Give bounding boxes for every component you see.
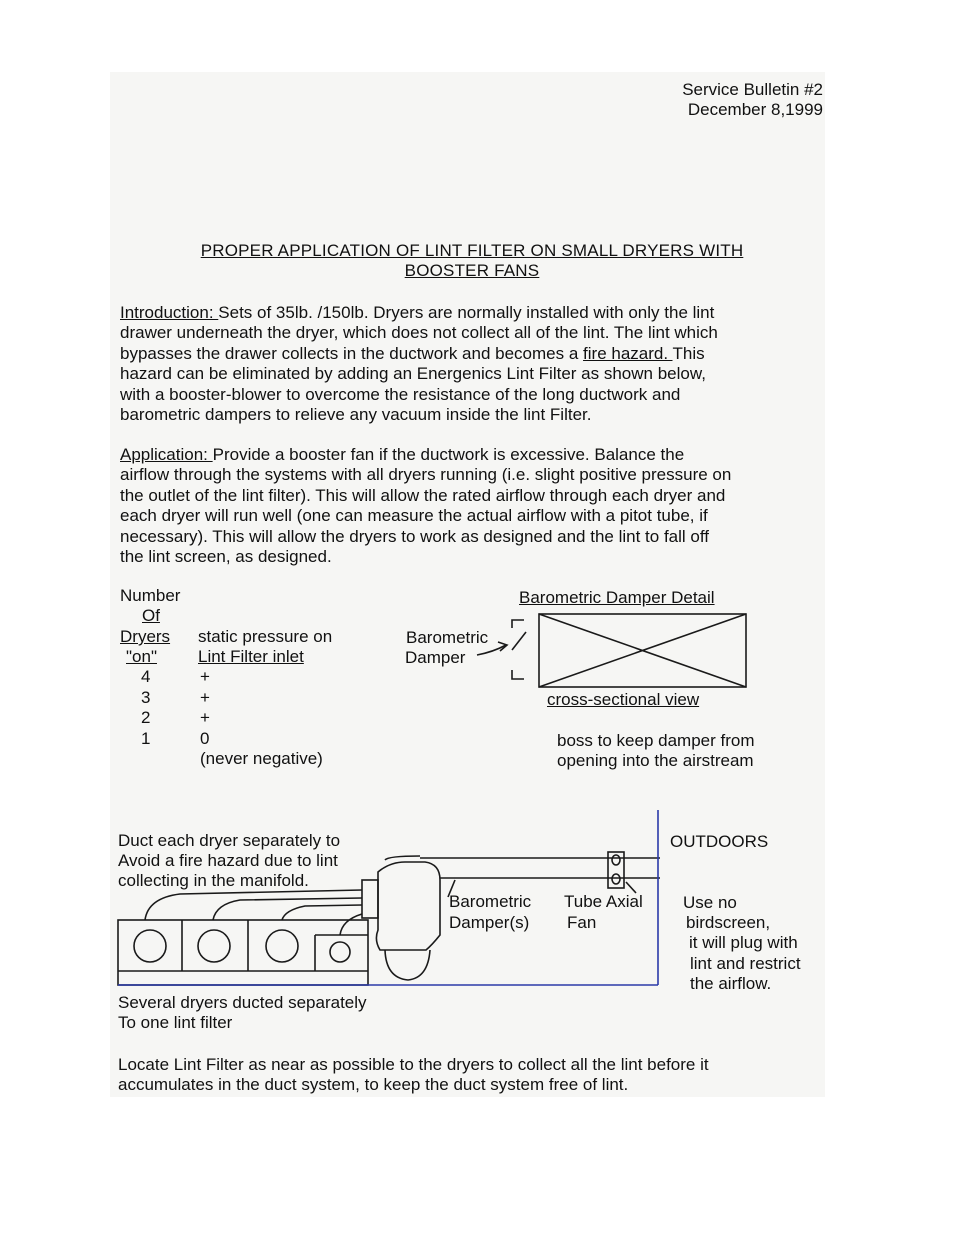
- intro-line: barometric dampers to relieve any vacuum inside the lint Filter.: [120, 405, 592, 425]
- lint-filter: [362, 856, 440, 980]
- table-header-number: Number: [120, 586, 181, 605]
- table-cell-dryers: 4: [141, 667, 151, 686]
- damper-detail-label-2: Damper: [405, 648, 466, 667]
- damper-boss-note-2: opening into the airstream: [557, 751, 754, 770]
- damper-view-caption: cross-sectional view: [547, 690, 700, 709]
- dryers-note: To one lint filter: [118, 1013, 233, 1032]
- damper-detail-label: Barometric: [406, 628, 489, 647]
- page-title: PROPER APPLICATION OF LINT FILTER ON SMALL DRYERS WITH: [200, 241, 744, 260]
- table-header-lint-filter-inlet: Lint Filter inlet: [198, 647, 304, 666]
- damper-boss-note: boss to keep damper from: [557, 731, 755, 750]
- intro-line: Sets of 35lb. /150lb. Dryers are normally installed with only the lint: [218, 303, 715, 322]
- intro-line: bypasses the drawer collects in the ductwork and becomes a: [120, 343, 584, 363]
- app-line: each dryer will run well (one can measure the actual airflow with a pitot tube, if: [120, 506, 708, 526]
- table-cell-pressure: +: [200, 688, 210, 707]
- table-cell-dryers: 3: [141, 688, 151, 707]
- duct-note: Avoid a fire hazard due to lint: [118, 851, 338, 870]
- birdscreen-note: the airflow.: [690, 974, 772, 993]
- bulletin-number: Service Bulletin #2: [682, 80, 823, 99]
- barometric-dampers-label-2: Damper(s): [449, 913, 530, 932]
- building-wall: [118, 810, 658, 985]
- app-line: necessary). This will allow the dryers to work as designed and the lint to fall off: [120, 526, 709, 546]
- table-cell-dryers: 1: [141, 729, 151, 748]
- introduction-label: Introduction:: [120, 303, 219, 322]
- birdscreen-note: it will plug with: [689, 933, 798, 952]
- app-line: the lint screen, as designed.: [120, 547, 332, 567]
- page-title-line2: BOOSTER FANS: [404, 261, 540, 280]
- duct-note: collecting in the manifold.: [118, 871, 309, 890]
- app-line: airflow through the systems with all dryers running (i.e. slight positive pressure on: [120, 465, 732, 485]
- tube-axial-fan-label: Tube Axial: [564, 892, 643, 911]
- birdscreen-note: lint and restrict: [690, 954, 801, 973]
- dryers-note: Several dryers ducted separately: [118, 993, 367, 1012]
- app-line: Provide a booster fan if the ductwork is excessive. Balance the: [212, 445, 685, 464]
- bulletin-date: December 8,1999: [687, 100, 823, 119]
- intro-line: hazard can be eliminated by adding an Energenics Lint Filter as shown below,: [120, 364, 706, 384]
- table-note: (never negative): [200, 749, 323, 768]
- duct-note: Duct each dryer separately to: [118, 831, 341, 850]
- dryer-bank: [118, 920, 368, 985]
- table-header-on: "on": [126, 647, 157, 666]
- dryer-ducts: [145, 890, 362, 935]
- application-label: Application:: [120, 445, 213, 464]
- table-cell-pressure: +: [200, 708, 210, 727]
- closing-line: accumulates in the duct system, to keep the duct system free of lint.: [118, 1075, 629, 1095]
- main-duct: [420, 852, 660, 897]
- birdscreen-note: Use no: [683, 893, 737, 912]
- damper-detail-title: Barometric Damper Detail: [519, 588, 715, 607]
- damper-cross-section: [477, 614, 746, 687]
- table-header-static-pressure: static pressure on: [198, 627, 333, 646]
- tube-axial-fan-label-2: Fan: [567, 913, 597, 932]
- barometric-dampers-label: Barometric: [449, 892, 532, 911]
- closing-line: Locate Lint Filter as near as possible to the dryers to collect all the lint before it: [118, 1055, 709, 1074]
- outdoors-label: OUTDOORS: [670, 832, 769, 851]
- table-cell-pressure: +: [200, 667, 210, 686]
- fire-hazard-text: fire hazard.: [583, 343, 673, 363]
- intro-this: This: [672, 343, 705, 363]
- table-header-dryers: Dryers: [120, 627, 171, 646]
- birdscreen-note: birdscreen,: [686, 913, 771, 932]
- intro-line: with a booster-blower to overcome the resistance of the long ductwork and: [120, 384, 681, 404]
- table-cell-dryers: 2: [141, 708, 151, 727]
- intro-line: drawer underneath the dryer, which does not collect all of the lint. The lint which: [120, 323, 718, 343]
- app-line: the outlet of the lint filter). This will allow the rated airflow through each dryer and: [120, 485, 726, 505]
- table-header-of: Of: [142, 606, 160, 625]
- table-cell-pressure: 0: [200, 729, 210, 748]
